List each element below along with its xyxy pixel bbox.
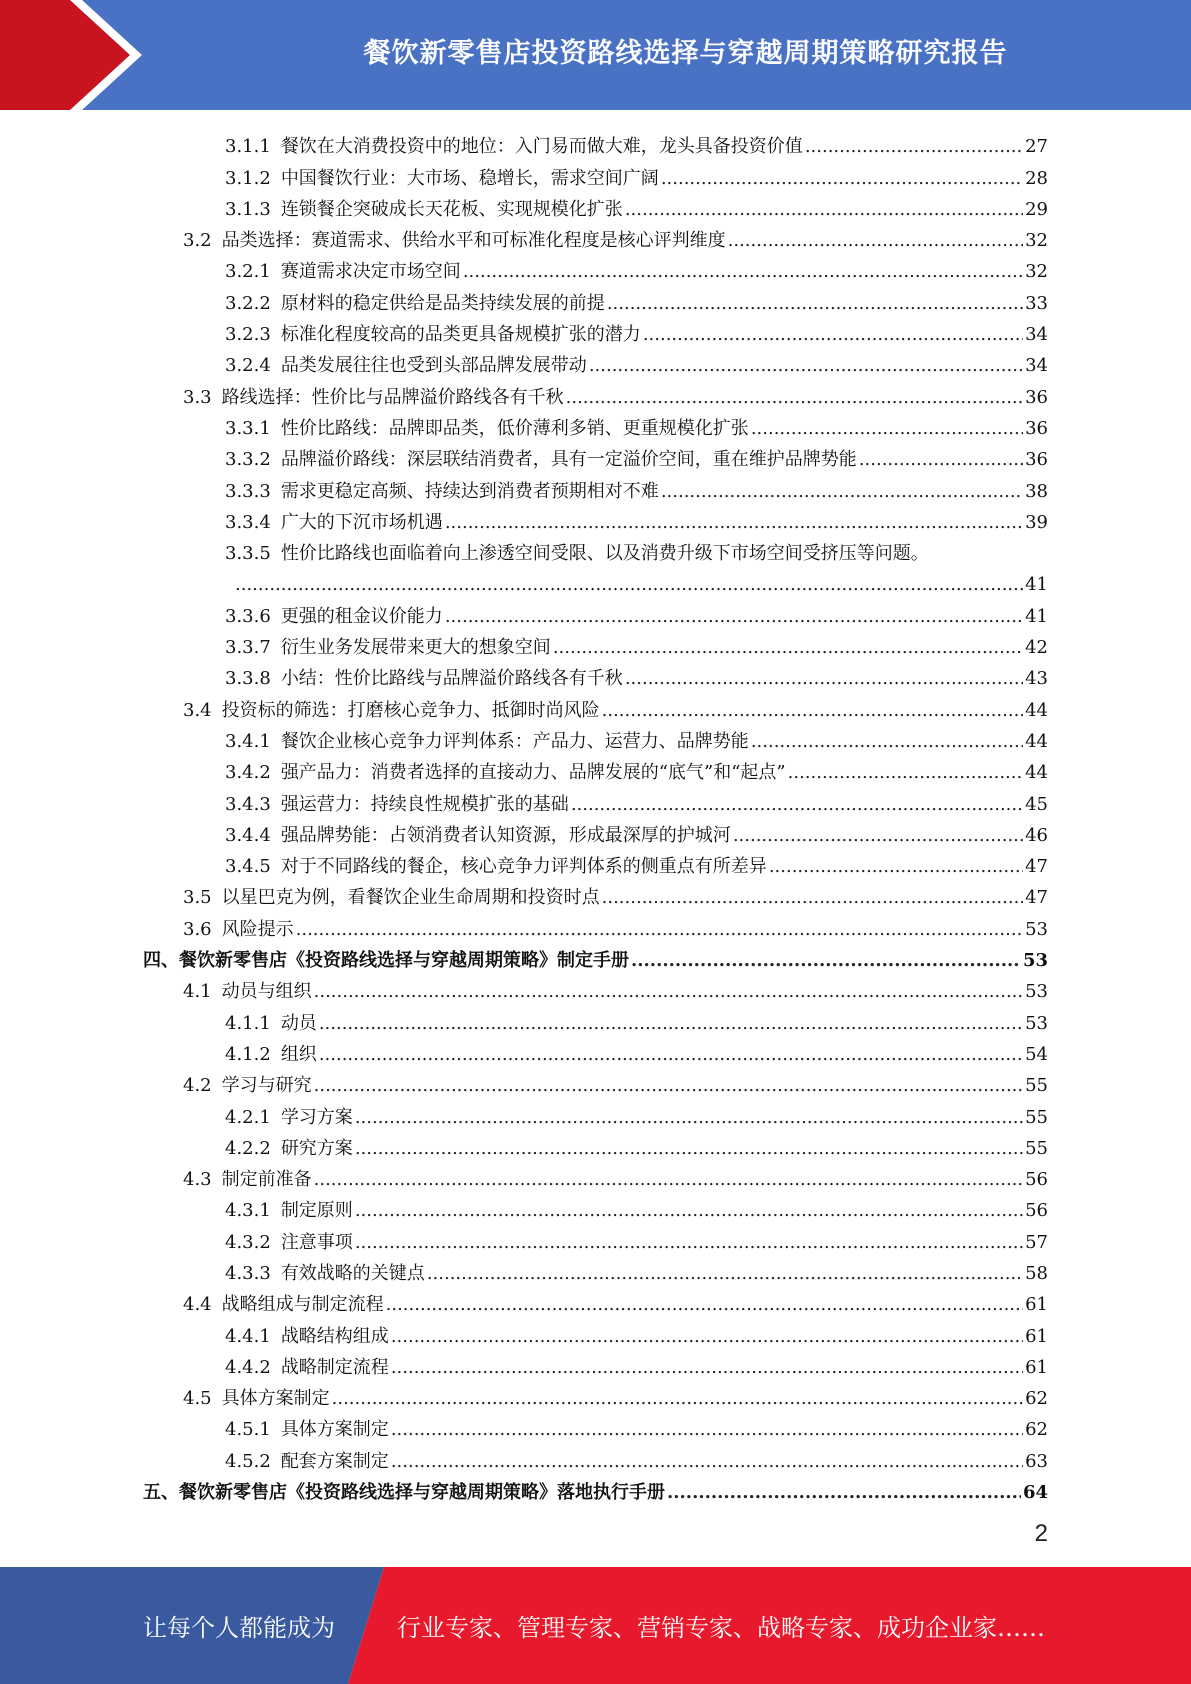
toc-entry-number: 3.3.6 [225,605,271,627]
toc-entry-number: 4.5 [183,1388,212,1410]
toc-entry-page: 54 [1025,1043,1048,1065]
toc-entry[interactable] [143,1380,1048,1411]
toc-entry-title: 学习与研究 [221,1075,312,1097]
toc-dot-leader [589,354,1023,378]
toc-entry-number: 3.1.2 [225,167,271,189]
toc-dot-leader [566,386,1023,410]
page-number: 2 [1034,1520,1048,1547]
toc-entry-page: 27 [1025,136,1048,158]
toc-entry[interactable] [143,629,1048,660]
toc-entry[interactable] [143,504,1048,535]
toc-entry-title: 战略组成与制定流程 [221,1294,384,1316]
toc-entry[interactable] [143,1317,1048,1348]
toc-entry-number: 3.4.5 [225,856,271,878]
toc-entry-page: 41 [1025,574,1048,596]
toc-entry-page: 53 [1025,918,1048,940]
toc-dot-leader [355,1137,1023,1161]
toc-dot-leader [391,1325,1023,1349]
toc-entry-title: 组织 [280,1043,317,1065]
toc-entry-page: 29 [1025,198,1048,220]
toc-entry-number: 3.3.3 [225,480,271,502]
toc-dot-leader [805,135,1023,159]
toc-dot-leader [625,667,1023,691]
toc-entry[interactable] [143,910,1048,941]
toc-entry-number: 3.3.2 [225,449,271,471]
toc-dot-leader [631,949,1021,973]
toc-entry-number: 4.1.2 [225,1043,271,1065]
toc-entry-page: 47 [1025,856,1048,878]
toc-entry-title: 强运营力：持续良性规模扩张的基础 [280,793,569,815]
toc-entry-number: 3.3.7 [225,637,271,659]
toc-entry-title: 强产品力：消费者选择的直接动力、品牌发展的“底气”和“起点” [280,762,786,784]
toc-entry-number: 3.6 [183,918,212,940]
toc-entry-title: 衍生业务发展带来更大的想象空间 [280,637,551,659]
toc-entry-title: 赛道需求决定市场空间 [280,261,461,283]
toc-entry[interactable] [143,1474,1048,1505]
toc-entry[interactable] [143,1349,1048,1380]
toc-entry-page: 44 [1025,699,1048,721]
footer-slogan-right: 行业专家、管理专家、营销专家、战略专家、成功企业家…… [397,1614,1045,1642]
toc-entry-page: 62 [1025,1419,1048,1441]
toc-entry-page: 62 [1025,1388,1048,1410]
toc-entry-title: 有效战略的关键点 [280,1262,425,1284]
toc-entry-title: 小结：性价比路线与品牌溢价路线各有千秋 [280,668,623,690]
toc-entry-number: 3.2.1 [225,261,271,283]
toc-dot-leader [319,1043,1023,1067]
toc-dot-leader [751,730,1023,754]
toc-entry[interactable] [143,1192,1048,1223]
toc-entry-page: 53 [1025,981,1048,1003]
toc-entry-page: 43 [1025,668,1048,690]
toc-dot-leader [355,1231,1023,1255]
toc-entry[interactable] [143,723,1048,754]
toc-dot-leader [391,1450,1023,1474]
toc-entry[interactable] [143,1004,1048,1035]
toc-entry-number: 3.1.3 [225,198,271,220]
toc-dot-leader [319,1012,1023,1036]
toc-entry[interactable] [143,817,1048,848]
toc-entry-title: 注意事项 [280,1231,353,1253]
toc-entry-title: 餐饮在大消费投资中的地位：入门易而做大难，龙头具备投资价值 [280,136,803,158]
toc-entry-number: 3.4.4 [225,824,271,846]
toc-entry-title: 制定原则 [280,1200,353,1222]
toc-entry[interactable] [143,848,1048,879]
toc-entry-page: 56 [1025,1169,1048,1191]
toc-dot-leader [296,918,1023,942]
toc-entry[interactable] [143,441,1048,472]
toc-entry-number: 3.2 [183,230,212,252]
toc-entry-number: 4.3.3 [225,1262,271,1284]
toc-entry[interactable] [143,410,1048,441]
toc-entry-title: 广大的下沉市场机遇 [280,511,443,533]
toc-entry[interactable] [143,879,1048,910]
toc-entry-page: 56 [1025,1200,1048,1222]
toc-entry[interactable] [143,691,1048,722]
toc-dot-leader [788,761,1023,785]
toc-entry[interactable] [143,1411,1048,1442]
toc-entry[interactable] [143,159,1048,190]
toc-entry-number: 4.1 [183,981,212,1003]
toc-entry-number: 3.2.3 [225,324,271,346]
toc-entry-title: 学习方案 [280,1106,353,1128]
toc-entry-page: 61 [1025,1356,1048,1378]
toc-entry-page: 61 [1025,1325,1048,1347]
report-title: 餐饮新零售店投资路线选择与穿越周期策略研究报告 [363,37,1008,69]
toc-entry-title: 以星巴克为例，看餐饮企业生命周期和投资时点 [221,887,600,909]
toc-entry-page: 53 [1022,950,1048,972]
toc-entry-number: 3.4.1 [225,730,271,752]
toc-entry-number: 4.4.2 [225,1356,271,1378]
toc-entry-title: 餐饮企业核心竞争力评判体系：产品力、运营力、品牌势能 [280,730,749,752]
page-footer [0,1567,1191,1684]
toc-entry-page: 38 [1025,480,1048,502]
toc-entry-number: 3.3.5 [225,543,271,565]
toc-entry-title: 战略结构组成 [280,1325,389,1347]
toc-entry-page: 63 [1025,1450,1048,1472]
toc-dot-leader [445,605,1023,629]
toc-dot-leader [463,260,1023,284]
toc-entry[interactable] [143,284,1048,315]
toc-entry-page: 61 [1025,1294,1048,1316]
toc-entry-page: 42 [1025,637,1048,659]
toc-dot-leader [391,1418,1023,1442]
toc-entry-title: 配套方案制定 [280,1450,389,1472]
toc-entry-page: 36 [1025,386,1048,408]
toc-entry-page: 28 [1025,167,1048,189]
table-of-contents [143,128,1048,1505]
toc-entry[interactable] [143,1223,1048,1254]
toc-entry-title: 对于不同路线的餐企，核心竞争力评判体系的侧重点有所差异 [280,856,767,878]
toc-entry-title: 动员 [280,1012,317,1034]
toc-entry[interactable] [143,472,1048,503]
toc-dot-leader [314,1074,1023,1098]
toc-entry[interactable] [143,1255,1048,1286]
toc-dot-leader [602,886,1023,910]
toc-entry[interactable] [143,316,1048,347]
toc-entry-page: 46 [1025,824,1048,846]
toc-entry[interactable] [143,535,1048,566]
toc-dot-leader [314,1168,1023,1192]
toc-dot-leader [314,980,1023,1004]
toc-entry[interactable] [143,378,1048,409]
toc-dot-leader [728,229,1023,253]
toc-entry-number: 3.3.4 [225,511,271,533]
toc-entry-title: 品类选择：赛道需求、供给水平和可标准化程度是核心评判维度 [221,230,726,252]
toc-entry[interactable] [143,1286,1048,1317]
toc-entry-title: 原材料的稳定供给是品类持续发展的前提 [280,292,605,314]
toc-entry-number: 4.3 [183,1169,212,1191]
toc-entry[interactable] [143,566,1048,597]
toc-entry[interactable] [143,785,1048,816]
toc-entry-title: 五、餐饮新零售店《投资路线选择与穿越周期策略》落地执行手册 [143,1482,665,1504]
toc-entry-title: 品类发展往往也受到头部品牌发展带动 [280,355,587,377]
toc-entry-title: 动员与组织 [221,981,312,1003]
toc-dot-leader [391,1356,1023,1380]
toc-entry-page: 55 [1025,1137,1048,1159]
toc-entry-page: 45 [1025,793,1048,815]
toc-entry[interactable] [143,128,1048,159]
toc-entry-page: 32 [1025,261,1048,283]
toc-entry-title: 风险提示 [221,918,294,940]
toc-entry[interactable] [143,597,1048,628]
toc-entry[interactable] [143,1067,1048,1098]
toc-entry-number: 3.2.2 [225,292,271,314]
toc-entry-title: 具体方案制定 [221,1388,330,1410]
toc-entry[interactable] [143,973,1048,1004]
toc-dot-leader [602,699,1023,723]
toc-entry-title: 具体方案制定 [280,1419,389,1441]
toc-dot-leader [769,855,1023,879]
toc-entry-title: 需求更稳定高频、持续达到消费者预期相对不难 [280,480,659,502]
toc-entry-number: 3.1.1 [225,136,271,158]
toc-entry-page: 53 [1025,1012,1048,1034]
toc-dot-leader [355,1199,1023,1223]
toc-dot-leader [445,511,1023,535]
toc-entry-page: 33 [1025,292,1048,314]
toc-entry-page: 36 [1025,449,1048,471]
toc-entry[interactable] [143,1036,1048,1067]
toc-dot-leader [751,417,1023,441]
toc-entry[interactable] [143,222,1048,253]
toc-entry-number: 3.2.4 [225,355,271,377]
toc-entry-number: 3.3.8 [225,668,271,690]
toc-entry-title: 连锁餐企突破成长天花板、实现规模化扩张 [280,198,623,220]
page-header [0,0,1191,110]
toc-entry-title: 投资标的筛选：打磨核心竞争力、抵御时尚风险 [221,699,600,721]
toc-dot-leader [607,292,1023,316]
toc-entry-title: 中国餐饮行业：大市场、稳增长，需求空间广阔 [280,167,659,189]
toc-entry[interactable] [143,1098,1048,1129]
toc-entry-number: 3.4 [183,699,212,721]
toc-entry-page: 32 [1025,230,1048,252]
toc-entry-title: 强品牌势能：占领消费者认知资源，形成最深厚的护城河 [280,824,731,846]
toc-dot-leader [643,323,1023,347]
toc-entry[interactable] [143,1130,1048,1161]
toc-entry-page: 55 [1025,1106,1048,1128]
toc-dot-leader [571,793,1023,817]
toc-entry-page: 36 [1025,417,1048,439]
toc-dot-leader [859,448,1023,472]
toc-entry[interactable] [143,1442,1048,1473]
toc-entry-page: 39 [1025,511,1048,533]
toc-entry-title: 四、餐饮新零售店《投资路线选择与穿越周期策略》制定手册 [143,950,629,972]
toc-dot-leader [553,636,1023,660]
toc-entry-title: 性价比路线：品牌即品类，低价薄利多销、更重规模化扩张 [280,417,749,439]
toc-entry-title: 更强的租金议价能力 [280,605,443,627]
toc-entry-number: 3.4.3 [225,793,271,815]
toc-dot-leader [332,1387,1023,1411]
toc-entry-page: 57 [1025,1231,1048,1253]
toc-entry-number: 4.1.1 [225,1012,271,1034]
toc-entry-page: 58 [1025,1262,1048,1284]
toc-dot-leader [427,1262,1023,1286]
toc-dot-leader [355,1106,1023,1130]
toc-dot-leader [661,167,1023,191]
toc-dot-leader [625,198,1023,222]
toc-entry[interactable] [143,347,1048,378]
toc-entry[interactable] [143,253,1048,284]
toc-entry-title: 战略制定流程 [280,1356,389,1378]
toc-entry[interactable] [143,660,1048,691]
toc-entry-number: 4.4.1 [225,1325,271,1347]
toc-entry-number: 4.2.2 [225,1137,271,1159]
toc-entry-number: 4.4 [183,1294,212,1316]
header-chevron-decoration [0,0,160,110]
toc-dot-leader [667,1481,1021,1505]
toc-entry-title: 研究方案 [280,1137,353,1159]
toc-entry-number: 3.4.2 [225,762,271,784]
toc-entry[interactable] [143,942,1048,973]
toc-dot-leader [235,573,1023,597]
toc-entry-page: 64 [1022,1482,1048,1504]
toc-dot-leader [733,824,1023,848]
toc-entry-number: 3.5 [183,887,212,909]
toc-entry-page: 47 [1025,887,1048,909]
toc-entry[interactable] [143,1161,1048,1192]
toc-entry[interactable] [143,754,1048,785]
toc-entry-number: 4.3.1 [225,1200,271,1222]
toc-entry-title: 路线选择：性价比与品牌溢价路线各有千秋 [221,386,564,408]
toc-entry-number: 3.3 [183,386,212,408]
toc-entry-title: 性价比路线也面临着向上渗透空间受限、以及消费升级下市场空间受挤压等问题。 [280,543,929,565]
toc-entry-title: 品牌溢价路线：深层联结消费者，具有一定溢价空间，重在维护品牌势能 [280,449,857,471]
toc-entry-page: 44 [1025,730,1048,752]
toc-entry-number: 4.5.1 [225,1419,271,1441]
toc-entry-number: 4.2.1 [225,1106,271,1128]
toc-entry-title: 标准化程度较高的品类更具备规模扩张的潜力 [280,324,641,346]
toc-entry-page: 44 [1025,762,1048,784]
toc-entry-page: 34 [1025,324,1048,346]
toc-dot-leader [386,1293,1023,1317]
toc-entry-page: 55 [1025,1075,1048,1097]
footer-slogan-left: 让每个人都能成为 [143,1614,335,1642]
toc-entry-page: 41 [1025,605,1048,627]
toc-entry-title: 制定前准备 [221,1169,312,1191]
toc-entry-number: 4.2 [183,1075,212,1097]
toc-entry-number: 3.3.1 [225,417,271,439]
toc-entry[interactable] [143,191,1048,222]
toc-dot-leader [661,480,1023,504]
toc-entry-page: 34 [1025,355,1048,377]
toc-entry-number: 4.3.2 [225,1231,271,1253]
toc-entry-number: 4.5.2 [225,1450,271,1472]
